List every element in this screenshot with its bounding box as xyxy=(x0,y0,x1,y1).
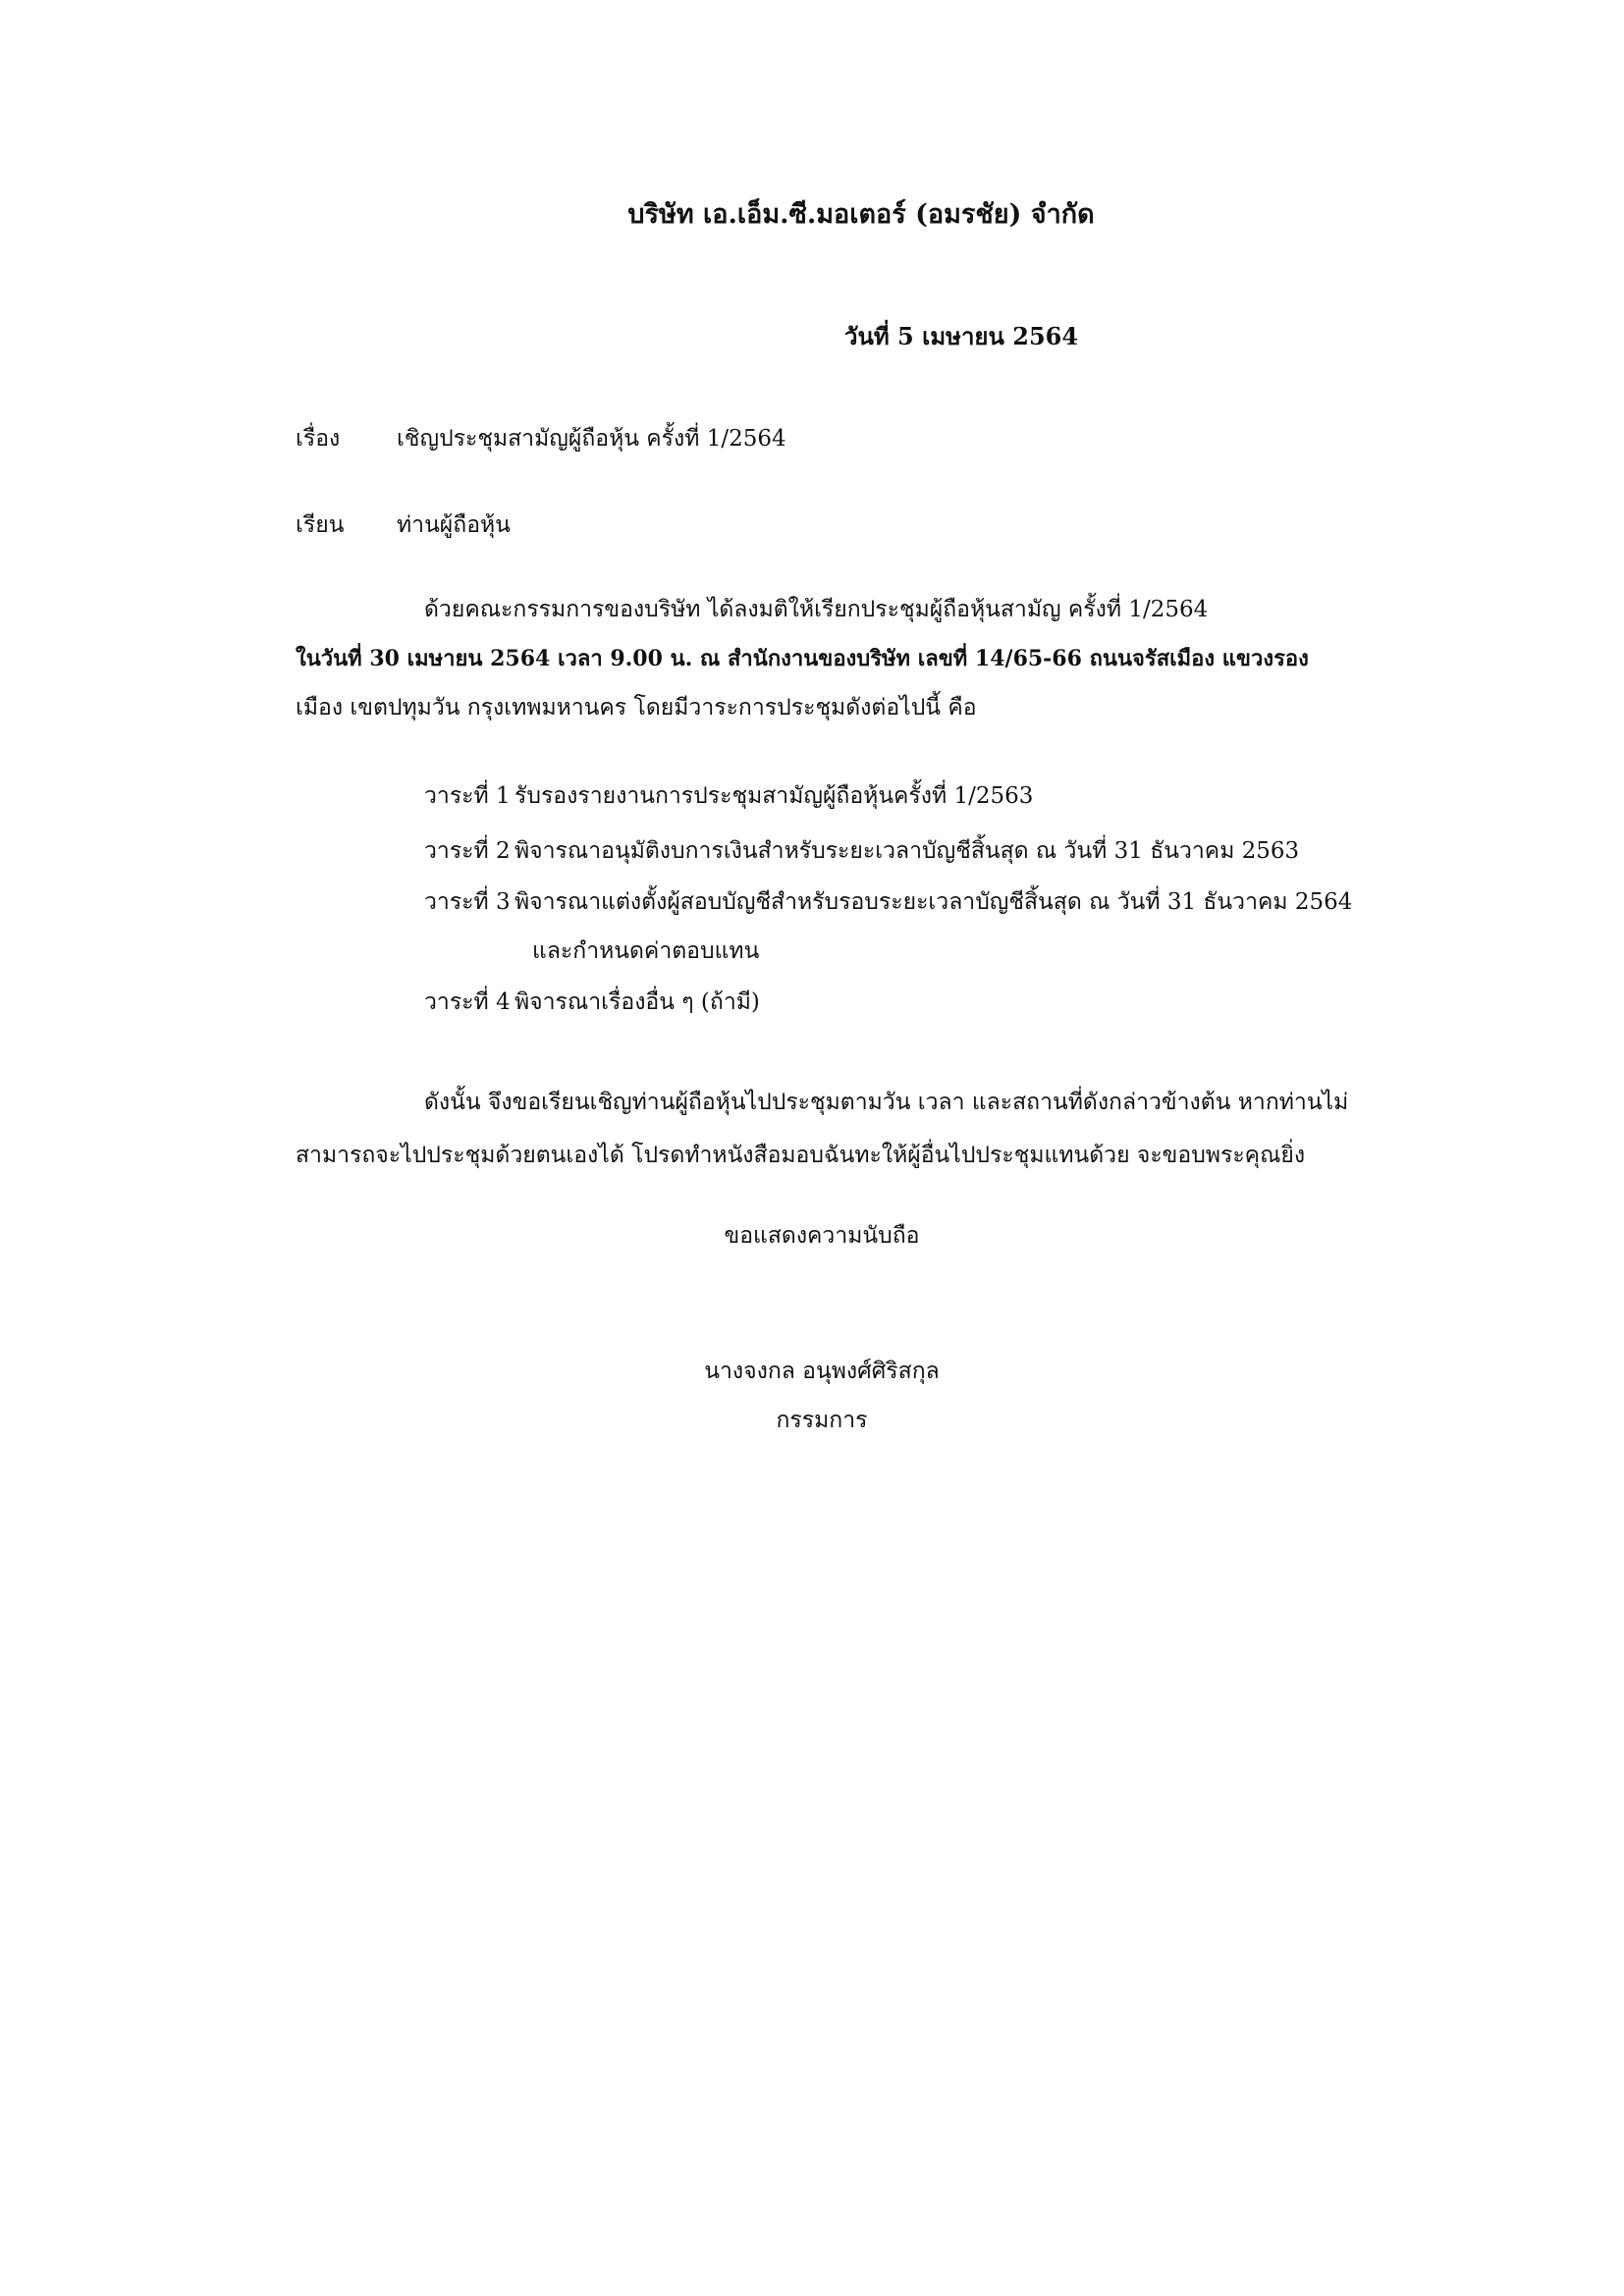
company-name: บริษัท เอ.เอ็ม.ซี.มอเตอร์ (อมรชัย) จำกัด xyxy=(627,199,1095,230)
addressee-text: ท่านผู้ถือหุ้น xyxy=(397,512,511,538)
closing-line-2: สามารถจะไปประชุมด้วยตนเองได้ โปรดทำหนังสือมอบฉันทะให้ผู้อื่นไปประชุมแทนด้วย จะขอบพระคุณยิ่ง xyxy=(296,1143,1306,1168)
subject-text: เชิญประชุมสามัญผู้ถือหุ้น ครั้งที่ 1/2564 xyxy=(397,426,786,452)
intro-line-1: ด้วยคณะกรรมการของบริษัท ได้ลงมติให้เรียกประชุมผู้ถือหุ้นสามัญ ครั้งที่ 1/2564 xyxy=(424,597,1209,622)
subject-label: เรื่อง xyxy=(296,426,341,452)
signer-title: กรรมการ xyxy=(776,1408,868,1433)
agenda-2-number: วาระที่ 2 xyxy=(424,838,511,864)
addressee-label: เรียน xyxy=(296,512,345,538)
intro-line-2: ในวันที่ 30 เมษายน 2564 เวลา 9.00 น. ณ สำนักงานของบริษัท เลขที่ 14/65-66 ถนนจรัสเมือง แขวงรอง xyxy=(296,646,1309,671)
agenda-1-number: วาระที่ 1 xyxy=(424,783,511,809)
agenda-3-text: พิจารณาแต่งตั้งผู้สอบบัญชีสำหรับรอบระยะเวลาบัญชีสิ้นสุด ณ วันที่ 31 ธันวาคม 2564 xyxy=(514,889,1353,915)
signer-name: นางจงกล อนุพงศ์ศิริสกุล xyxy=(704,1359,940,1384)
agenda-4-number: วาระที่ 4 xyxy=(424,989,511,1015)
closing-line-1: ดังนั้น จึงขอเรียนเชิญท่านผู้ถือหุ้นไปประชุมตามวัน เวลา และสถานที่ดังกล่าวข้างต้น หากท่านไม่ xyxy=(424,1090,1349,1115)
agenda-3-number: วาระที่ 3 xyxy=(424,889,511,915)
agenda-3-continuation: และกำหนดค่าตอบแทน xyxy=(532,938,760,964)
agenda-2-text: พิจารณาอนุมัติงบการเงินสำหรับระยะเวลาบัญชีสิ้นสุด ณ วันที่ 31 ธันวาคม 2563 xyxy=(514,838,1300,864)
regards: ขอแสดงความนับถือ xyxy=(724,1223,920,1249)
letter-date: วันที่ 5 เมษายน 2564 xyxy=(844,322,1079,350)
agenda-4-text: พิจารณาเรื่องอื่น ๆ (ถ้ามี) xyxy=(514,989,760,1015)
agenda-1-text: รับรองรายงานการประชุมสามัญผู้ถือหุ้นครั้งที่ 1/2563 xyxy=(514,783,1034,809)
intro-line-3: เมือง เขตปทุมวัน กรุงเทพมหานคร โดยมีวาระการประชุมดังต่อไปนี้ คือ xyxy=(296,695,977,721)
